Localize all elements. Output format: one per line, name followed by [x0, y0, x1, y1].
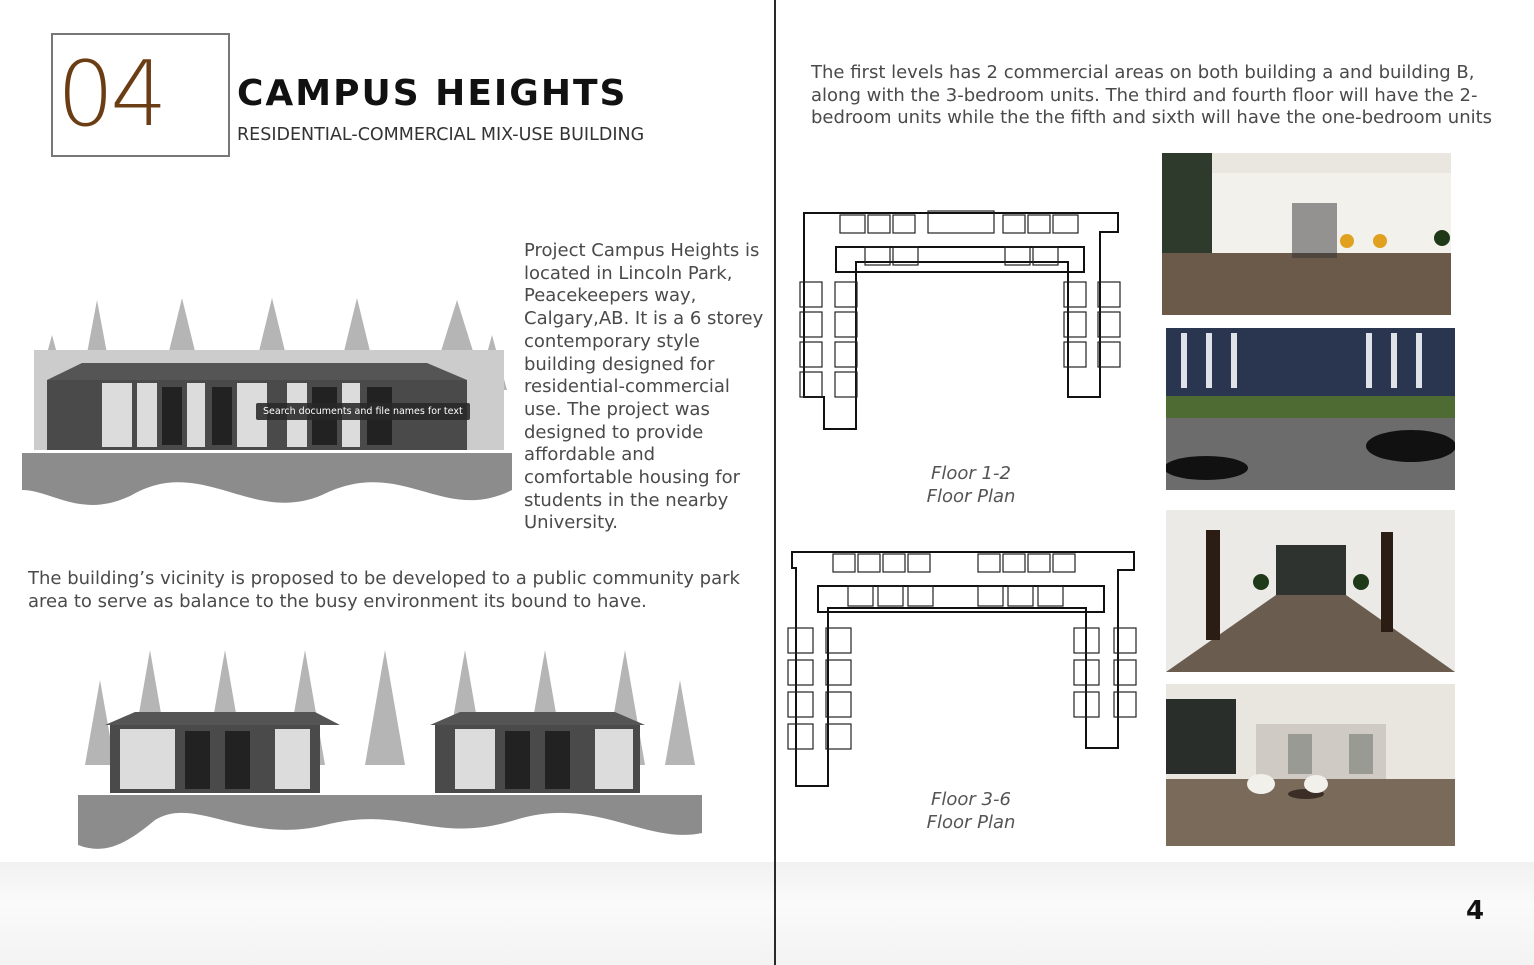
- section-number: 04: [57, 42, 164, 147]
- floor-plan-1-caption: [871, 462, 1071, 508]
- page-divider: [774, 0, 776, 965]
- floor-plan-2-caption-line2: Floor Plan: [926, 812, 1016, 833]
- floor-plan-3-6: [788, 548, 1138, 788]
- project-description: Project Campus Heights is located in Lincoln Park, Peacekeepers way, Calgary,AB. It is a 6 storey contemporary style building designed for residential-commercial use. The project was designed to provide affordable and comfortable housing for students in the nearby University.: [524, 240, 764, 534]
- photo-corridor: [1166, 510, 1455, 672]
- page-title: CAMPUS HEIGHTS: [237, 73, 628, 114]
- elevation-drawing-2: [75, 645, 705, 855]
- page-subtitle: RESIDENTIAL-COMMERCIAL MIX-USE BUILDING: [237, 125, 645, 145]
- photo-lounge: [1162, 153, 1451, 315]
- photo-street-view: [1166, 328, 1455, 490]
- floor-description: The first levels has 2 commercial areas on both building a and building B, along with the 3-bedroom units. The third and fourth floor will have the 2-bedroom units while the the fifth and sixth will have the one-bedroom units: [811, 62, 1493, 129]
- floor-plan-1-2: [800, 207, 1125, 432]
- page-number: 4: [1466, 896, 1485, 926]
- floor-plan-2-caption: [871, 788, 1071, 834]
- footer-band: [0, 862, 1534, 965]
- search-tooltip: Search documents and file names for text: [256, 403, 470, 420]
- floor-plan-1-caption-line1: Floor 1-2: [931, 463, 1011, 484]
- floor-plan-2-caption-line1: Floor 3-6: [931, 789, 1011, 810]
- vicinity-description: The building’s vicinity is proposed to be developed to a public community park area to serve as balance to the busy environment its bound to have.: [28, 568, 740, 612]
- floor-plan-1-caption-line2: Floor Plan: [926, 486, 1016, 507]
- photo-lobby: [1166, 684, 1455, 846]
